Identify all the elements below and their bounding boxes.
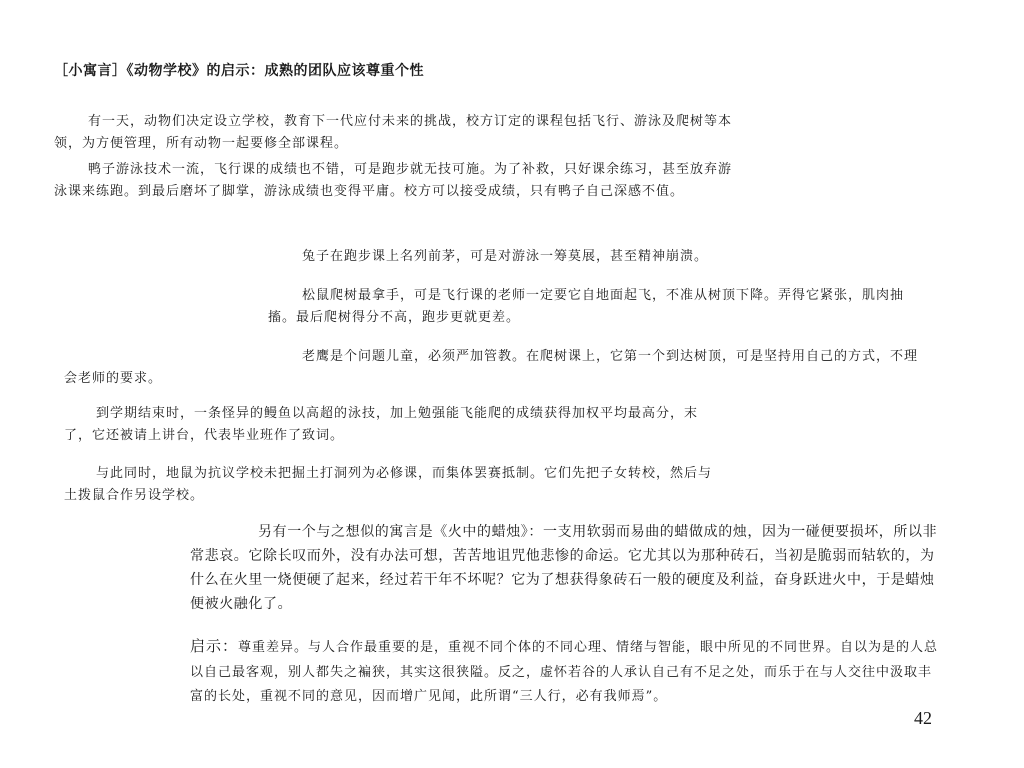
- page-title: ［小寓言］《动物学校》的启示：成熟的团队应该尊重个性: [54, 63, 424, 79]
- story-paragraph-intro: 有一天，动物们决定设立学校，教育下一代应付未来的挑战，校方订定的课程包括飞行、游泳及爬树等本领，为方便管理，所有动物一起要修全部课程。: [54, 114, 733, 151]
- story-paragraph-squirrel: 松鼠爬树最拿手，可是飞行课的老师一定要它自地面起飞，不准从树顶下降。弄得它紧张，肌肉抽搐。最后爬树得分不高，跑步更就更差。: [268, 288, 905, 325]
- story-paragraph-gopher: 与此同时，地鼠为抗议学校未把掘土打洞列为必修课，而集体罢赛抵制。它们先把子女转校，然后与土拨鼠合作另设学校。: [64, 466, 713, 503]
- candle-fable-paragraph: 另有一个与之想似的寓言是《火中的蜡烛》：一支用软弱而易曲的蜡做成的烛，因为一碰便要损坏，所以非常悲哀。它除长叹而外，没有办法可想，苦苦地诅咒他悲惨的命运。它尤其以为那种砖石，当初是脆弱而轱软的，为什么在火里一烧便硬了起来，经过若干年不坏呢？它为了想获得象砖石一般的硬度及利益，奋身跃进火中，于是蜡烛便被火融化了。: [190, 524, 938, 612]
- insight-text: 尊重差异。与人合作最重要的是，重视不同个体的不同心理、情绪与智能，眼中所见的不同世界。自以为是的人总以自己最客观，别人都失之褊狭，其实这很狭隘。反之，虚怀若谷的人承认自己有不足之处，而乐于在与人交往中汲取丰富的长处，重视不同的意见，因而增广见闻，此所谓“三人行，必有我师焉”。: [190, 640, 939, 704]
- story-paragraph-eagle: 老鹰是个问题儿童，必须严加管教。在爬树课上，它第一个到达树顶，可是坚持用自己的方式，不理会老师的要求。: [64, 349, 919, 386]
- page-number: 42: [914, 708, 932, 728]
- insight-paragraph: [190, 634, 940, 710]
- story-paragraph-rabbit: 兔子在跑步课上名列前茅，可是对游泳一筹莫展，甚至精神崩溃。: [302, 249, 709, 264]
- insight-label: 启示：: [190, 637, 239, 655]
- story-paragraph-eel: 到学期结束时，一条怪异的鳗鱼以高超的泳技，加上勉强能飞能爬的成绩获得加权平均最高分，末了，它还被请上讲台，代表毕业班作了致词。: [64, 406, 699, 443]
- story-paragraph-duck: 鸭子游泳技术一流，飞行课的成绩也不错，可是跑步就无技可施。为了补救，只好课余练习，甚至放弃游泳课来练跑。到最后磨坏了脚掌，游泳成绩也变得平庸。校方可以接受成绩，只有鸭子自己深感不值。: [54, 162, 733, 199]
